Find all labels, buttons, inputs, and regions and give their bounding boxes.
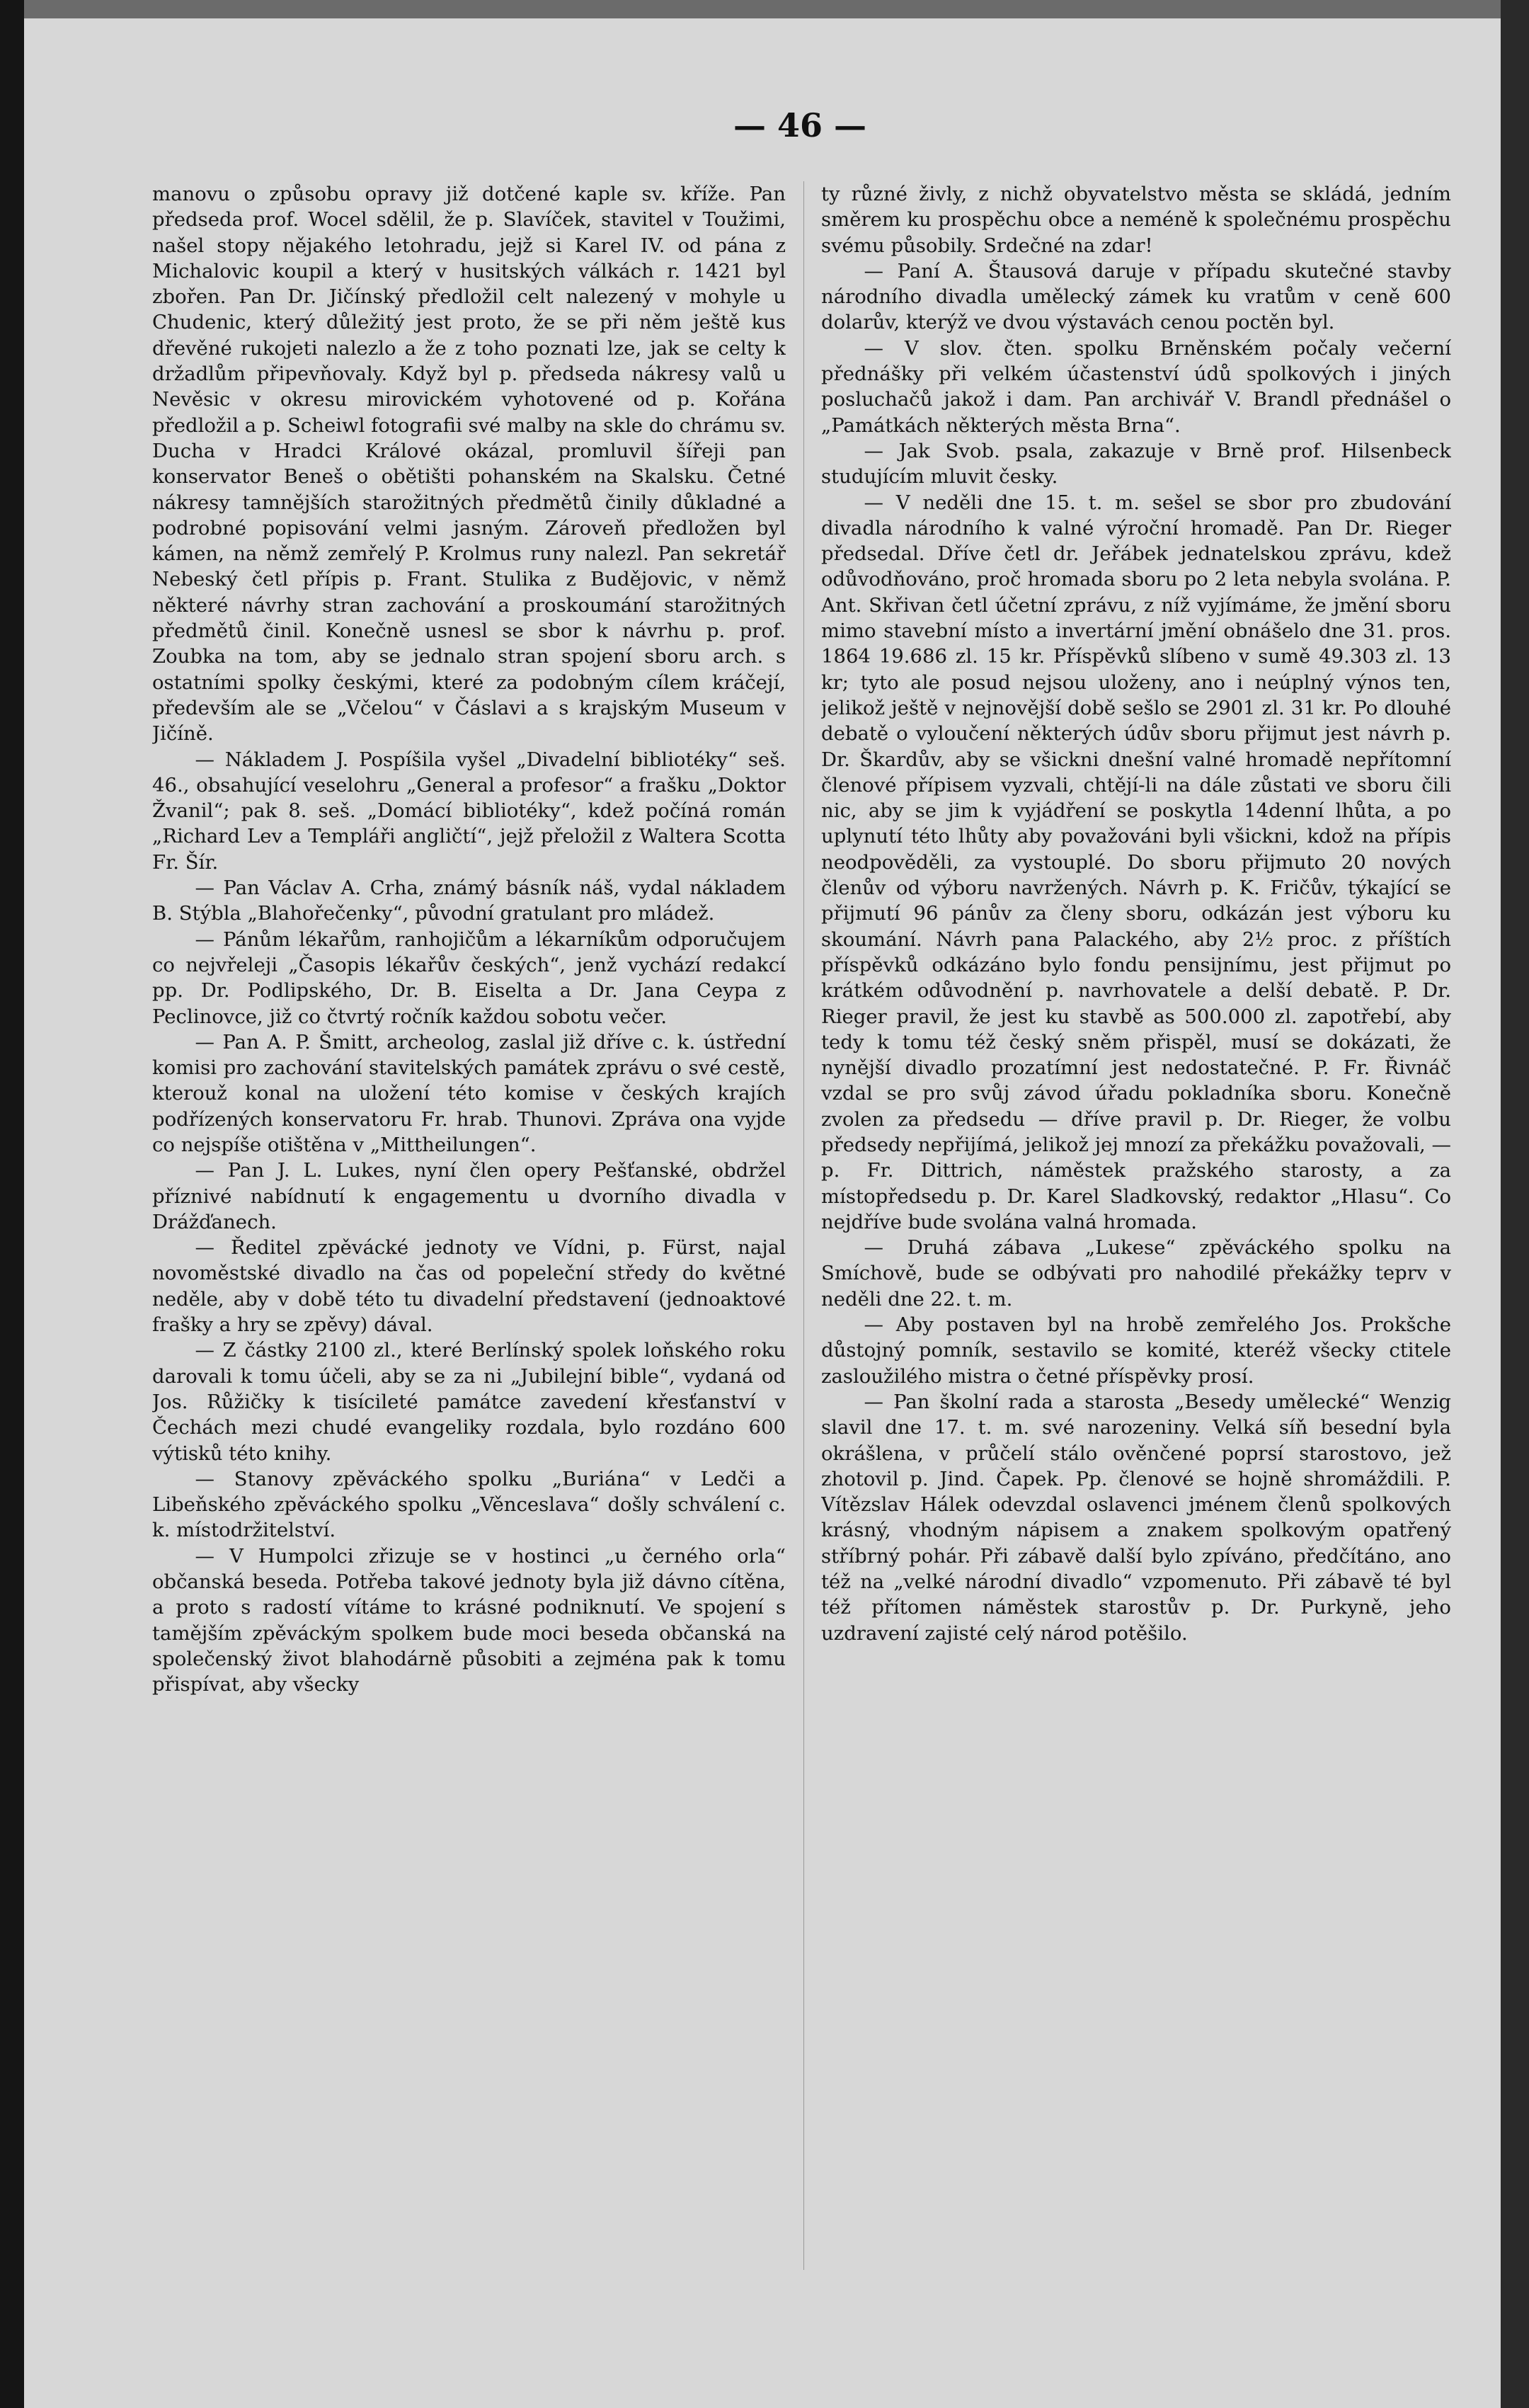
article-paragraph: — Pánům lékařům, ranhojičům a lékarníkům odporučujem co nejvřeleji „Časopis lékařův českých“, jenž vychází redakcí pp. Dr. Podlipského, Dr. B. Eiselta a Dr. Jana Ceypa z Peclinovce, již co čtvrtý ročník každou sobotu večer. — [152, 928, 786, 1028]
article-paragraph: ty různé živly, z nichž obyvatelstvo města se skládá, jedním směrem ku prospěchu obce a neméně k společnému prospěchu svému působily. Srdečné na zdar! — [821, 183, 1451, 257]
column-divider — [803, 181, 804, 2270]
article-paragraph: — Z částky 2100 zl., které Berlínský spolek loňského roku darovali k tomu účeli, aby se za ni „Jubilejní bible“, vydaná od Jos. Růžičky k tisícileté památce zavedení křesťanství v Čechách mezi chudé evangeliky rozdala, bylo rozdáno 600 výtisků této knihy. — [152, 1339, 786, 1465]
scan-top-edge — [0, 0, 1529, 18]
article-paragraph: — Ředitel zpěvácké jednoty ve Vídni, p. Fürst, najal novoměstské divadlo na čas od popeleční středy do květné neděle, aby v době této tu divadelní představení (jednoaktové frašky a hry se zpěvy) dával. — [152, 1236, 786, 1337]
article-paragraph: — Pan J. L. Lukes, nyní člen opery Pešťanské, obdržel příznivé nabídnutí k engagementu u dvorního divadla v Drážďanech. — [152, 1159, 786, 1233]
left-column — [152, 181, 786, 2270]
article-paragraph: — Nákladem J. Pospíšila vyšel „Divadelní bibliotéky“ seš. 46., obsahující veselohru „General a profesor“ a frašku „Doktor Žvanil“; pak 8. seš. „Domácí bibliotéky“, kdež počíná román „Richard Lev a Templáři angličtí“, jejž přeložil z Waltera Scotta Fr. Šír. — [152, 748, 786, 874]
article-paragraph: — Pan Václav A. Crha, známý básník náš, vydal nákladem B. Stýbla „Blahořečenky“, původní gratulant pro mládež. — [152, 877, 786, 925]
scan-right-edge — [1501, 0, 1529, 2408]
article-paragraph: — V Humpolci zřizuje se v hostinci „u černého orla“ občanská beseda. Potřeba takové jednoty byla již dávno cítěna, a proto s radostí vítáme to krásné podniknutí. Ve spojení s tamějším zpěváckým spolkem bude moci beseda občanská na společenský život blahodárně působiti a zejména pak k tomu přispívat, aby všecky — [152, 1544, 786, 1696]
article-paragraph: — Aby postaven byl na hrobě zemřelého Jos. Prokšche důstojný pomník, sestavilo se komité, kteréž všecky ctitele zasloužilého mistra o četné příspěvky prosí. — [821, 1313, 1451, 1388]
article-paragraph: — Pan A. P. Šmitt, archeolog, zaslal již dříve c. k. ústřední komisi pro zachování stavitelských památek zprávu o své cestě, kterouž konal na uložení této komise v českých krajích podřízených konservatoru Fr. hrab. Thunovi. Zpráva ona vyjde co nejspíše otištěna v „Mittheilungen“. — [152, 1030, 786, 1156]
article-paragraph: — Druhá zábava „Lukese“ zpěváckého spolku na Smíchově, bude se odbývati pro nahodilé překážky teprv v neděli dne 22. t. m. — [821, 1236, 1451, 1311]
article-paragraph: — Paní A. Štausová daruje v případu skutečné stavby národního divadla umělecký zámek ku vratům v ceně 600 dolarův, kterýž ve dvou výstavách cenou poctěn byl. — [821, 259, 1451, 334]
scan-left-edge — [0, 0, 24, 2408]
right-column — [821, 181, 1451, 2270]
page-number: — 46 — — [733, 106, 867, 144]
article-paragraph: manovu o způsobu opravy již dotčené kaple sv. kříže. Pan předseda prof. Wocel sdělil, že p. Slavíček, stavitel v Toužimi, našel stopy nějakého letohradu, jejž si Karel IV. od pána z Michalovic koupil a který v husitských válkách r. 1421 byl zbořen. Pan Dr. Jičínský předložil celt nalezený v mohyle u Chudenic, který důležitý jest proto, že se při něm ještě kus dřevěné rukojeti nalezlo a že z toho poznati lze, jak se celty k držadlům připevňovaly. Když byl p. předseda nákresy valů u Nevěsic v okresu mirovickém vyhotovené od p. Kořána předložil a p. Scheiwl fotografii své malby na skle do chrámu sv. Ducha v Hradci Králové okázal, promluvil šířeji pan konservator Beneš o obětišti pohanském na Skalsku. Četné nákresy tamnějších starožitných předmětů činily důkladné a podrobné popisování velmi jasným. Zároveň předložen byl kámen, na němž zemřelý P. Krolmus runy nalezl. Pan sekretář Nebeský četl přípis p. Frant. Stulika z Budějovic, v němž některé návrhy stran zachování a proskoumání starožitných předmětů činil. Konečně usnesl se sbor k návrhu p. prof. Zoubka na tom, aby se jednalo stran spojení sboru arch. s ostatními spolky českými, které za podobným cílem kráčejí, především ale se „Včelou“ v Čáslavi a s krajským Museum v Jičíně. — [152, 183, 786, 746]
article-paragraph: — V neděli dne 15. t. m. sešel se sbor pro zbudování divadla národního k valné výroční hromadě. Pan Dr. Rieger předsedal. Dříve četl dr. Jeřábek jednatelskou zprávu, kdež odůvodňováno, proč hromada sboru po 2 leta nebyla svolána. P. Ant. Skřivan četl účetní zprávu, z níž vyjímáme, že jmění sboru mimo stavební místo a invertární jmění obnášelo dne 31. pros. 1864 19.686 zl. 15 kr. Příspěvků slíbeno v sumě 49.303 zl. 13 kr; tyto ale posud nejsou uloženy, ano i neúplný výnos ten, jelikož ještě v nejnovější době sešlo se 2901 zl. 31 kr. Po dlouhé debatě o vyloučení některých údův sboru přijmut jest návrh p. Dr. Škardův, aby se všickni dnešní valné hromadě nepřítomní členové přípisem vyzvali, chtějí-li na dále zůstati ve sboru čili nic, aby se jim k vyjádření se poskytla 14denní lhůta, a po uplynutí této lhůty aby považováni byli všickni, kdož na přípis neodpověděli, za vystouplé. Do sboru přijmuto 20 nových členův od výboru navržených. Návrh p. K. Fričův, týkající se přijmutí 96 pánův za členy sboru, odkázán jest výboru ku skoumání. Návrh pana Palackého, aby 2½ proc. z příštích příspěvků odkázáno bylo fondu pensijnímu, jest přijmut po krátkém odůvodnění p. navrhovatele a delší debatě. P. Dr. Rieger pravil, že jest ku stavbě as 500.000 zl. zapotřebí, aby tedy k tomu též český sněm přispěl, musí se dokázati, že nynější divadlo prozatímní jest nedostatečné. P. Fr. Řivnáč vzdal se pro svůj závod úřadu pokladníka sboru. Konečně zvolen za předsedu — dříve pravil p. Dr. Rieger, že volbu předsedy nepřijímá, jelikož jej mnozí za překážku považovali, — p. Fr. Dittrich, náměstek pražského starosty, a za místopředsedu p. Dr. Karel Sladkovský, redaktor „Hlasu“. Co nejdříve bude svolána valná hromada. — [821, 491, 1451, 1233]
article-paragraph: — Pan školní rada a starosta „Besedy umělecké“ Wenzig slavil dne 17. t. m. své narozeniny. Velká síň besední byla okrášlena, v průčelí stálo ověnčené poprsí starostovo, jež zhotovil p. Jind. Čapek. Pp. členové se hojně shromáždili. P. Vítězslav Hálek odevzdal oslavenci jménem členů spolkových krásný, vhodným nápisem a znakem spolkovým opatřený stříbrný pohár. Při zábavě další bylo zpíváno, předčítáno, ano též na „velké národní divadlo“ vzpomenuto. Při zábavě té byl též přítomen náměstek starostův p. Dr. Purkyně, jeho uzdravení zajisté celý národ potěšilo. — [821, 1390, 1451, 1645]
article-paragraph: — Jak Svob. psala, zakazuje v Brně prof. Hilsenbeck studujícím mluvit česky. — [821, 439, 1451, 489]
article-paragraph: — V slov. čten. spolku Brněnském počaly večerní přednášky při velkém účastenství údů spolkových i jiných posluchačů jakož i dam. Pan archivář V. Brandl přednášel o „Památkách některých města Brna“. — [821, 336, 1451, 437]
article-paragraph: — Stanovy zpěváckého spolku „Buriána“ v Ledči a Libeňského zpěváckého spolku „Věnceslava“ došly schválení c. k. místodržitelství. — [152, 1467, 786, 1542]
